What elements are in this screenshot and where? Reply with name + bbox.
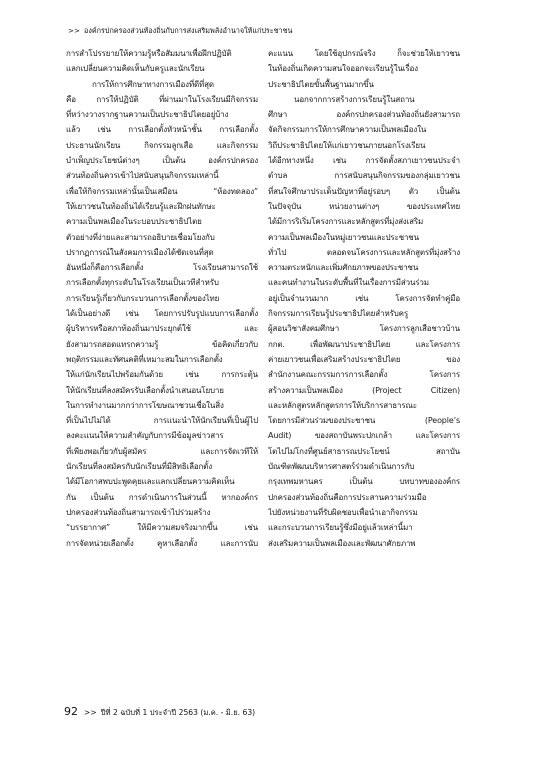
text-line: ความตระหนักและเพิ่มศักยภาพของประชาชน — [268, 263, 419, 273]
text-line: จัดกิจกรรมการให้การศึกษาความเป็นพลเมืองใน — [268, 125, 427, 135]
text-line: ความเป็นพลเมืองในระบอบประชาธิปไตย — [66, 217, 202, 227]
text-line: วิถีประชาธิปไตยให้แก่เยาวชนภายนอกโรงเรียน — [268, 140, 426, 150]
text-line: ส่งเสริมความเป็นพลเมืองและพัฒนาศักยภาพ — [268, 538, 416, 548]
text-line: ในท้องถิ่นเกิดความสนใจออกจะเรียนรู้ในเรื่อง — [268, 64, 418, 74]
left-text-column — [66, 46, 258, 551]
header-arrow-mark: >> — [68, 26, 81, 35]
text-line: ตัวอย่างที่ง่ายและสามารถอธิบายเชื่อมโยงกับ — [66, 232, 215, 242]
text-line: บัณฑิตพัฒนบริหารศาสตร์ร่วมดำเนินการกับ — [268, 462, 415, 472]
text-line: ทั่วไป ตลอดจนโครงการและหลักสูตรที่มุ่งสร้าง — [268, 247, 460, 257]
text-line: ตำบล การสนับสนุนกิจกรรมของกลุ่มเยาวชน — [268, 171, 460, 181]
text-line: กัน เป็นต้น การดำเนินการในส่วนนี้ หากองค์กร — [66, 492, 258, 502]
text-line: ให้เยาวชนในท้องถิ่นได้เรียนรู้และฝึกฝนทักษะ — [66, 201, 216, 211]
text-line: ส่วนท้องถิ่นควรเข้าไปสนับสนุนกิจกรรมเหล่านี้ — [66, 171, 219, 181]
footer-arrow-mark: >> — [84, 708, 97, 717]
text-line: ได้อีกทางหนึ่ง เช่น การจัดตั้งสภาเยาวชนประจำ — [268, 156, 460, 166]
text-line: นักเรียนที่ลงสมัครกับนักเรียนที่มีสิทธิเลือกตั้ง — [66, 462, 212, 472]
text-line: ไปยังหน่วยงานที่รับผิดชอบเพื่อนำเอากิจกรรม — [268, 507, 418, 517]
text-line: ให้นักเรียนที่ลงสมัครรับเลือกตั้งนำเสนอนโยบาย — [66, 385, 224, 395]
right-text-column — [268, 46, 460, 551]
text-line: อันหนึ่งก็คือการเลือกตั้ง โรงเรียนสามารถใช้ — [66, 263, 258, 273]
text-line: Audit) ของสถาบันพระปกเกล้า และโครงการ — [268, 431, 460, 441]
text-line: สร้างความเป็นพลเมือง (Project Citizen) — [268, 385, 460, 395]
text-line: แล้ว เช่น การเลือกตั้งหัวหน้าชั้น การเลือกตั้ง — [66, 125, 258, 135]
text-line: การสำโปรรยายให้ความรู้หรือสัมมนาเพื่อฝึกปฏิบัติ — [66, 49, 232, 58]
text-line: ประธานนักเรียน กิจกรรมลูกเสือ และกิจกรรม — [66, 140, 258, 150]
text-line: ผู้สอนวิชาสังคมศึกษา โครงการลูกเสือชาวบ้าน — [268, 324, 460, 334]
text-line: กกต. เพื่อพัฒนาประชาธิปไตย และโครงการ — [268, 339, 460, 349]
text-line: ที่หว่างวางรากฐานความเป็นประชาธิปไตยอยู่บ้าง — [66, 110, 229, 120]
text-line: พฤติกรรมและทัศนคติที่เหมาะสมในการเลือกตั้ง — [66, 354, 223, 364]
page-number: 92 — [64, 705, 78, 718]
text-line: และคนทำงานในระดับพื้นที่ในเรื่องการมีส่วนร่วม — [268, 278, 429, 288]
text-line: สำนักงานคณะกรรมการการเลือกตั้ง โครงการ — [268, 370, 460, 380]
text-line: ลงคะแนนให้ความสำคัญกับการมีข้อมูลข่าวสาร — [66, 431, 224, 441]
text-line: “บรรยากาศ” ให้มีความสมจริงมากขึ้น เช่น — [66, 523, 258, 533]
text-line: การเรียนรู้เกี่ยวกับกระบวนการเลือกตั้งของไทย — [66, 293, 220, 303]
text-line: ความเป็นพลเมืองในหมู่เยาวชนและประชาชน — [268, 232, 419, 242]
text-line: คะแนน โดยใช้อุปกรณ์จริง ก็จะช่วยให้เยาวชน — [268, 49, 460, 58]
header-title: องค์กรปกครองส่วนท้องถิ่นกับการส่งเสริมพลังอำนาจให้แก่ประชาชน — [84, 26, 293, 35]
text-line: การเลือกตั้งทุกระดับในโรงเรียนเป็นเวทีสำหรับ — [66, 278, 219, 288]
running-footer — [64, 706, 484, 719]
text-line: แลกเปลี่ยนความคิดเห็นกับครูและนักเรียน — [66, 64, 205, 74]
text-line: ในปัจจุบัน หน่วยงานต่างๆ ของประเทศไทย — [268, 201, 460, 211]
text-line: ที่เป็นไปไม่ได้ การแนะนำให้นักเรียนที่เป็นผู้ไป — [66, 416, 258, 426]
text-line: และกระบวนการเรียนรู้ซึ่งมีอยู่แล้วเหล่านี้มา — [268, 523, 413, 533]
text-line: การให้การศึกษาทางการเมืองที่ดีที่สุด — [92, 79, 214, 89]
text-line: กรุงเทพมหานคร เป็นต้น บทบาทขององค์กร — [268, 477, 460, 487]
text-line: กิจกรรมการเรียนรู้ประชาธิปไตยสำหรับครู — [268, 309, 408, 319]
text-line: อยู่เป็นจำนวนมาก เช่น โครงการจัดทำคู่มือ — [268, 293, 460, 303]
text-line: ศึกษา องค์กรปกครองส่วนท้องถิ่นยังสามารถ — [268, 110, 460, 120]
text-line: ผู้บริหารหรือสภาท้องถิ่นมาประยุกต์ใช้ และ — [66, 324, 258, 334]
text-line: ที่สนใจศึกษาประเด็นปัญหาที่อยู่รอบๆ ตัว เป็นต้น — [268, 186, 460, 196]
text-line: ประชาธิปไตยขั้นพื้นฐานมากขึ้น — [268, 79, 374, 89]
text-line: ที่เพียงพอเกี่ยวกับผู้สมัคร และการจัดเวทีให้ — [66, 446, 258, 456]
text-line: และหลักสูตรหลักสูตรการให้บริการสาธารณะ — [268, 400, 417, 410]
text-line: ได้เป็นอย่างดี เช่น โดยการปรับรูปแบบการเลือกตั้ง — [66, 309, 258, 319]
text-line: ปกครองส่วนท้องถิ่นสามารถเข้าไปร่วมสร้าง — [66, 507, 211, 517]
text-line: ได้มีโอกาสพบปะพูดคุยและแลกเปลี่ยนความคิดเห็น — [66, 477, 235, 487]
text-line: บำเพ็ญประโยชน์ต่างๆ เป็นต้น องค์กรปกครอง — [66, 156, 258, 166]
text-line: ได้มีการริเริ่มโครงการและหลักสูตรที่มุ่งส่งเสริม — [268, 217, 424, 227]
issue-info: ปีที่ 2 ฉบับที่ 1 ประจำปี 2563 (ม.ค. - มิ.ย. 63) — [100, 708, 256, 717]
text-line: ค่ายเยาวชนเพื่อเสริมสร้างประชาธิปไตย ของ — [268, 354, 460, 364]
text-line: โดยการมีส่วนร่วมของประชาชน (People’s — [268, 416, 460, 426]
text-line: ให้แก่นักเรียนไปพร้อมกันด้วย เช่น การกระตุ้น — [66, 370, 258, 380]
text-line: ปรากฏการณ์ในสังคมการเมืองได้ชัดเจนที่สุด — [66, 247, 214, 257]
text-line: นอกจากการสร้างการเรียนรู้ในสถาน — [294, 94, 415, 104]
text-line: ในการทำงานมากกว่าการโฆษณาชวนเชื่อในสิ่ง — [66, 400, 224, 410]
text-line: คือ การให้ปฏิบัติ ที่ผ่านมาในโรงเรียนมีกิจกรรม — [66, 94, 258, 104]
text-line: เพื่อให้กิจกรรมเหล่านั้นเป็นเสมือน “ห้องทดลอง” — [66, 186, 258, 196]
text-line: การจัดหน่วยเลือกตั้ง คูหาเลือกตั้ง และการนับ — [66, 538, 258, 548]
running-header — [68, 26, 488, 36]
text-line: ยังสามารถสอดแทรกความรู้ ข้อคิดเกี่ยวกับ — [66, 339, 258, 349]
text-line: ปกครองส่วนท้องถิ่นคือการประสานความร่วมมือ — [268, 492, 427, 502]
text-line: โตไปไม่โกงที่ศูนย์สาธารณประโยชน์ สถาบัน — [268, 446, 460, 456]
